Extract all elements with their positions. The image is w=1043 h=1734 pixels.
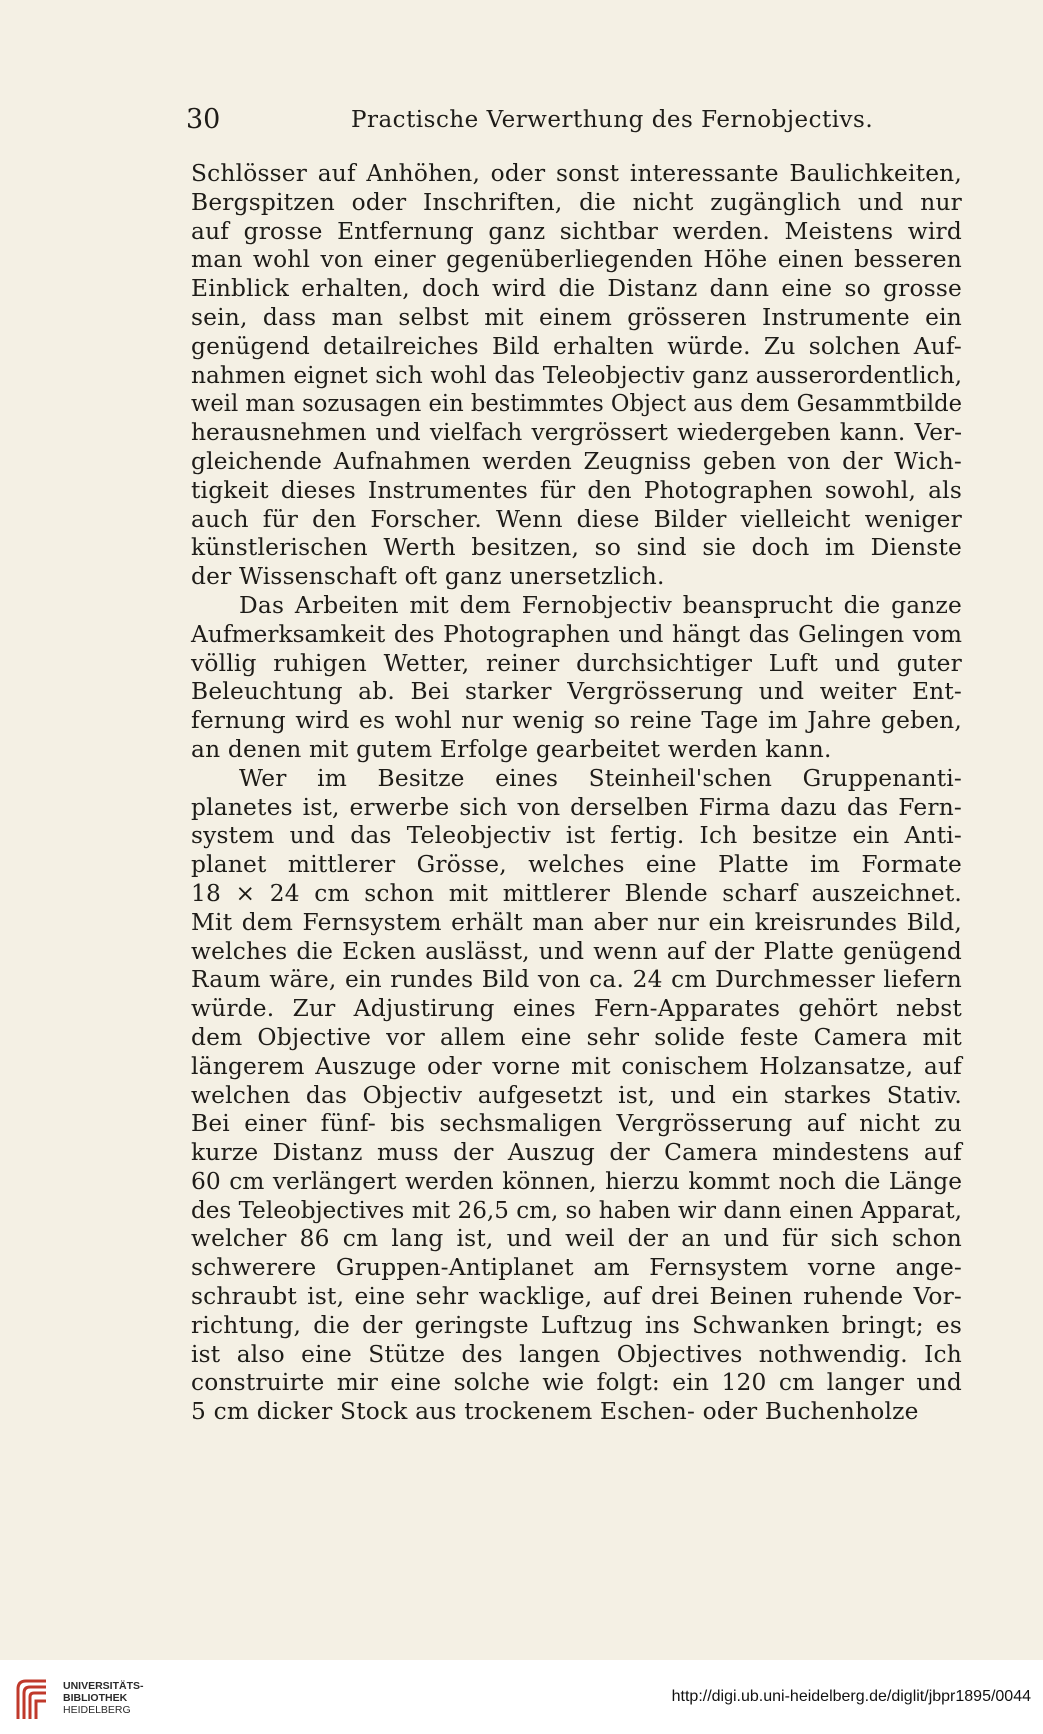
library-logo-icon bbox=[12, 1675, 52, 1723]
library-footer bbox=[0, 1660, 1043, 1734]
text-line: sein, dass man selbst mit einem grösseren Instrumente ein bbox=[191, 303, 962, 331]
text-line: 5 cm dicker Stock aus trockenem Eschen- oder Buchenholze bbox=[191, 1398, 919, 1426]
text-line: würde. Zur Adjustirung eines Fern-Apparates gehört nebst bbox=[191, 995, 962, 1023]
text-line: 18 × 24 cm schon mit mittlerer Blende scharf auszeichnet. bbox=[191, 879, 962, 907]
text-line: Mit dem Fernsystem erhält man aber nur ein kreisrundes Bild, bbox=[191, 908, 962, 936]
page-number: 30 bbox=[186, 104, 221, 135]
text-line: construirte mir eine solche wie folgt: ein 120 cm langer und bbox=[191, 1369, 962, 1397]
text-line: schwerere Gruppen-Antiplanet am Fernsystem vorne ange- bbox=[191, 1254, 962, 1282]
running-title: Practische Verwerthung des Fernobjectivs. bbox=[351, 107, 874, 133]
text-line: 60 cm verlängert werden können, hierzu kommt noch die Länge bbox=[191, 1167, 962, 1195]
text-line: Einblick erhalten, doch wird die Distanz dann eine so grosse bbox=[191, 275, 962, 303]
text-line: Wer im Besitze eines Steinheil'schen Gruppenanti- bbox=[239, 764, 962, 792]
text-line: planetes ist, erwerbe sich von derselben Firma dazu das Fern- bbox=[191, 793, 962, 821]
text-line: fernung wird es wohl nur wenig so reine Tage im Jahre geben, bbox=[191, 707, 962, 735]
text-line: nahmen eignet sich wohl das Teleobjectiv ganz ausserordentlich, bbox=[191, 361, 962, 389]
text-line: der Wissenschaft oft ganz unersetzlich. bbox=[191, 563, 665, 591]
text-line: gleichende Aufnahmen werden Zeugniss geben von der Wich- bbox=[191, 447, 962, 475]
page-header bbox=[186, 104, 964, 140]
text-line: Bei einer fünf- bis sechsmaligen Vergrösserung auf nicht zu bbox=[191, 1110, 962, 1138]
text-line: auch für den Forscher. Wenn diese Bilder vielleicht weniger bbox=[191, 505, 962, 533]
text-line: längerem Auszuge oder vorne mit conischem Holzansatze, auf bbox=[191, 1052, 962, 1080]
text-line: Raum wäre, ein rundes Bild von ca. 24 cm Durchmesser liefern bbox=[191, 966, 962, 994]
text-line: richtung, die der geringste Luftzug ins Schwanken bringt; es bbox=[191, 1311, 962, 1339]
library-name bbox=[63, 1680, 144, 1716]
text-line: Bergspitzen oder Inschriften, die nicht zugänglich und nur bbox=[191, 188, 962, 216]
text-line: Schlösser auf Anhöhen, oder sonst interessante Baulichkeiten, bbox=[191, 160, 962, 187]
text-line: man wohl von einer gegenüberliegenden Höhe einen besseren bbox=[191, 246, 962, 274]
text-line: system und das Teleobjectiv ist fertig. Ich besitze ein Anti- bbox=[191, 822, 962, 850]
text-line: planet mittlerer Grösse, welches eine Platte im Formate bbox=[191, 851, 962, 879]
library-name-line1: UNIVERSITÄTS- bbox=[63, 1680, 144, 1692]
text-line: auf grosse Entfernung ganz sichtbar werden. Meistens wird bbox=[191, 217, 962, 245]
body-text bbox=[191, 160, 962, 1427]
text-line: genügend detailreiches Bild erhalten würde. Zu solchen Auf- bbox=[191, 332, 962, 360]
text-line: des Teleobjectives mit 26,5 cm, so haben wir dann einen Apparat, bbox=[191, 1196, 962, 1224]
text-line: an denen mit gutem Erfolge gearbeitet werden kann. bbox=[191, 735, 832, 763]
library-name-line2: BIBLIOTHEK bbox=[63, 1692, 128, 1704]
text-line: völlig ruhigen Wetter, reiner durchsichtiger Luft und guter bbox=[191, 649, 962, 677]
permalink-url[interactable]: http://digi.ub.uni-heidelberg.de/diglit/jbpr1895/0044 bbox=[671, 1688, 1031, 1705]
text-line: schraubt ist, eine sehr wacklige, auf drei Beinen ruhende Vor- bbox=[191, 1283, 962, 1311]
text-line: tigkeit dieses Instrumentes für den Photographen sowohl, als bbox=[191, 476, 962, 504]
text-line: Aufmerksamkeit des Photographen und hängt das Gelingen vom bbox=[191, 620, 962, 648]
text-line: dem Objective vor allem eine sehr solide feste Camera mit bbox=[191, 1023, 962, 1051]
text-line: kurze Distanz muss der Auszug der Camera mindestens auf bbox=[191, 1139, 962, 1167]
text-line: ist also eine Stütze des langen Objectives nothwendig. Ich bbox=[191, 1340, 962, 1368]
library-name-line3: HEIDELBERG bbox=[63, 1704, 131, 1716]
text-line: welches die Ecken auslässt, und wenn auf der Platte genügend bbox=[191, 937, 962, 965]
text-line: welchen das Objectiv aufgesetzt ist, und ein starkes Stativ. bbox=[191, 1081, 962, 1109]
text-line: welcher 86 cm lang ist, und weil der an und für sich schon bbox=[191, 1225, 962, 1253]
text-line: Beleuchtung ab. Bei starker Vergrösserung und weiter Ent- bbox=[191, 678, 962, 706]
text-line: weil man sozusagen ein bestimmtes Object aus dem Gesammtbilde bbox=[191, 390, 962, 418]
text-line: künstlerischen Werth besitzen, so sind sie doch im Dienste bbox=[191, 534, 962, 562]
text-line: Das Arbeiten mit dem Fernobjectiv beansprucht die ganze bbox=[239, 591, 962, 619]
text-line: herausnehmen und vielfach vergrössert wiedergeben kann. Ver- bbox=[191, 419, 962, 447]
